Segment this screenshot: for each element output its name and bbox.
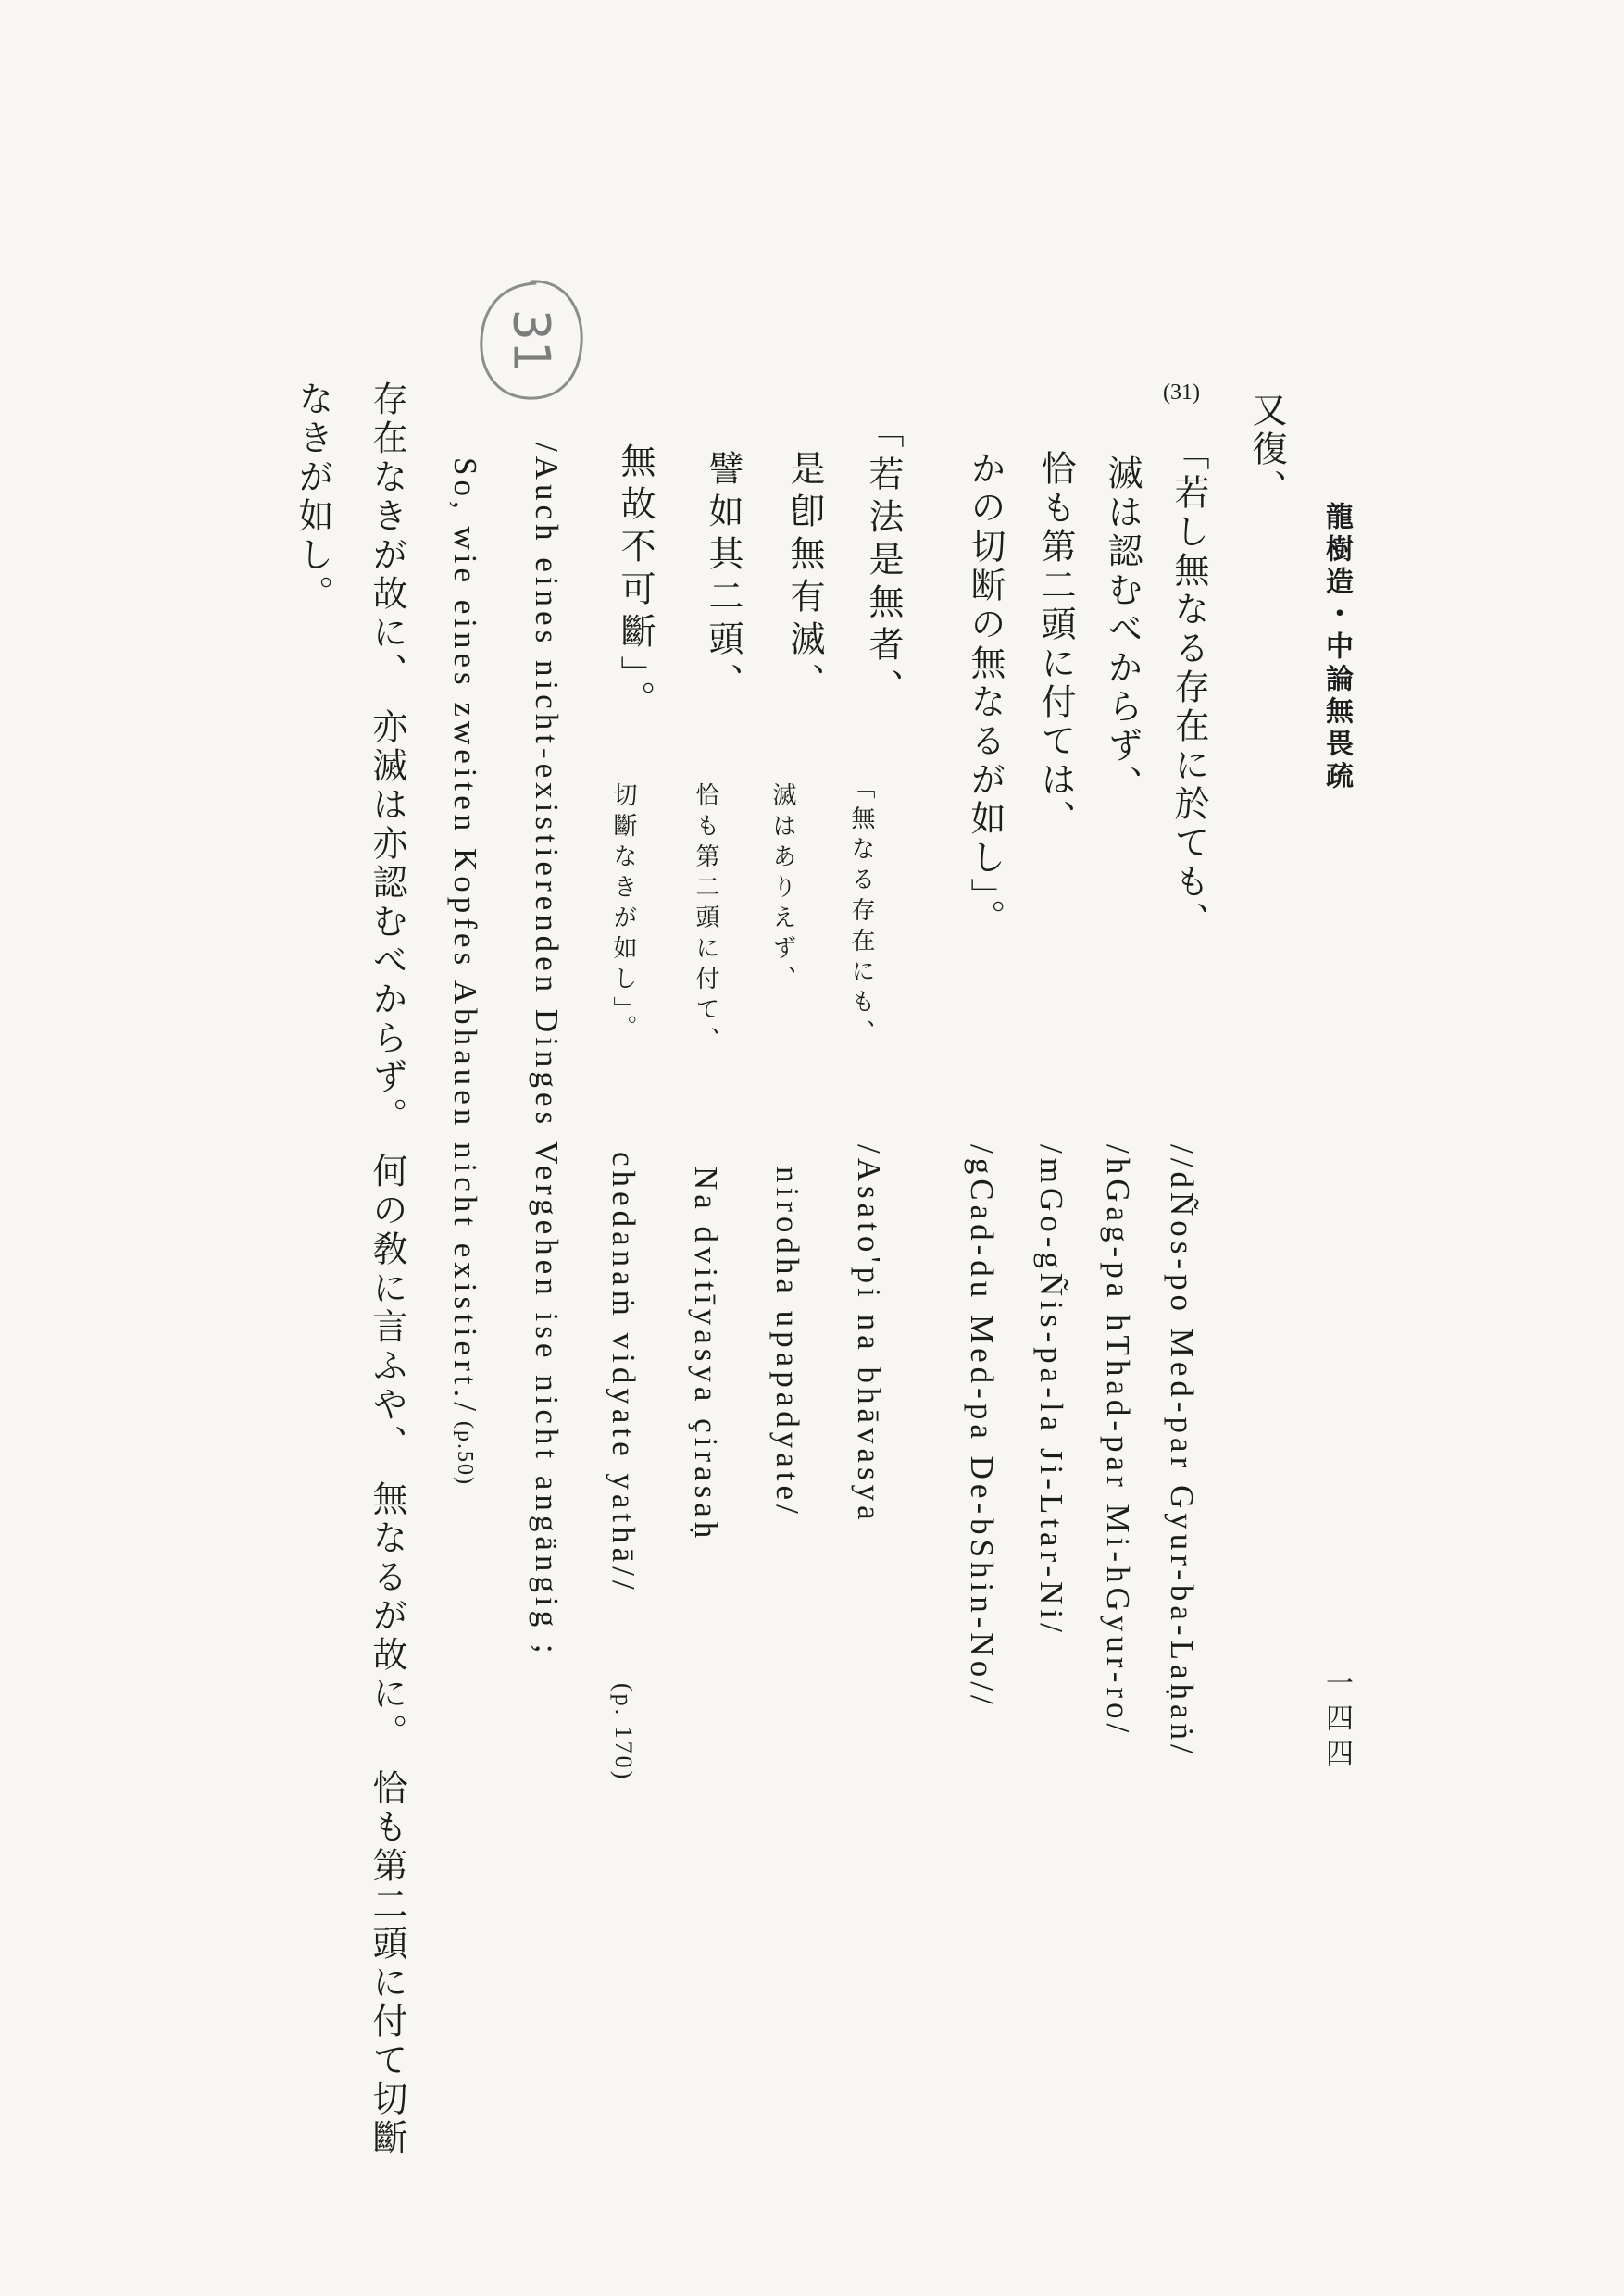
chinese-gloss-line: 恰も第二頭に付て、 <box>692 782 719 1057</box>
commentary-line-end: なきが如し。 <box>293 381 333 614</box>
handwritten-circled-number <box>474 274 589 406</box>
commentary-segment: 亦滅は亦認むべからず。 <box>367 708 407 1136</box>
sanskrit-line: Na dvitīyasya çirasaḥ <box>688 1167 724 1543</box>
chinese-gloss-line: 滅はありえず、 <box>768 782 796 996</box>
sanskrit-line: nirodha upapadyate/ <box>769 1167 806 1518</box>
sanskrit-line: chedanaṁ vidyate yathā// <box>606 1152 642 1594</box>
chinese-verse-line: 無故不可斷」。 <box>615 443 656 723</box>
page-number: 一四四 <box>1320 1668 1353 1774</box>
translation-line: 恰も第二頭に付ては、 <box>1035 450 1076 839</box>
commentary-segment: 無なるが故に。 <box>367 1480 407 1753</box>
chinese-verse-line: 是卽無有滅、 <box>784 450 825 705</box>
chinese-verse-line: 「若法是無者、 <box>863 413 904 711</box>
commentary-line <box>369 381 405 2158</box>
translation-line: かの切断の無なるが如し」。 <box>965 450 1006 938</box>
german-line: /Auch eines nicht-existierenden Dinges Vergehen ise nicht angängig ; <box>529 443 565 1658</box>
tibetan-line: //dÑos-po Med-par Gyur-ba-Laḥaṅ/ <box>1164 1144 1200 1758</box>
commentary-segment: 何の敎に言ふや、 <box>367 1153 407 1464</box>
sanskrit-page-ref: (p. 170) <box>610 1683 637 1782</box>
tibetan-line: /mGo-gÑis-pa-la Ji-Ltar-Ni/ <box>1033 1144 1069 1637</box>
tibetan-line: /hGag-pa hThad-par Mi-hGyur-ro/ <box>1100 1144 1136 1738</box>
german-page-ref: (p.50) <box>453 1420 477 1486</box>
pencil-number: 31 <box>502 308 561 373</box>
german-line: So, wie eines zweiten Kopfes Abhauen nicht existiert./ <box>447 457 483 1416</box>
chinese-verse-line: 譬如其二頭、 <box>703 450 743 705</box>
chinese-gloss-line: 「無なる存在にも、 <box>847 775 875 1050</box>
german-line-with-ref <box>449 457 481 1486</box>
verse-number: (31) <box>1163 381 1200 405</box>
commentary-segment: 恰も第二頭に付て切斷 <box>367 1769 407 2158</box>
sanskrit-line: /Asato'pi na bhāvasya <box>851 1144 887 1525</box>
intro-phrase: 又復、 <box>1246 392 1287 508</box>
chinese-gloss-line: 切斷なきが如し」。 <box>609 782 637 1045</box>
translation-line: 「若し無なる存在に於ても、 <box>1168 435 1209 941</box>
running-head: 龍樹造・中論無畏疏 <box>1320 502 1353 793</box>
translation-line: 滅は認むべからず、 <box>1102 455 1143 805</box>
tibetan-line: /gCad-du Med-pa De-bShin-No// <box>964 1144 1000 1709</box>
commentary-segment: 存在なきが故に、 <box>367 381 407 692</box>
